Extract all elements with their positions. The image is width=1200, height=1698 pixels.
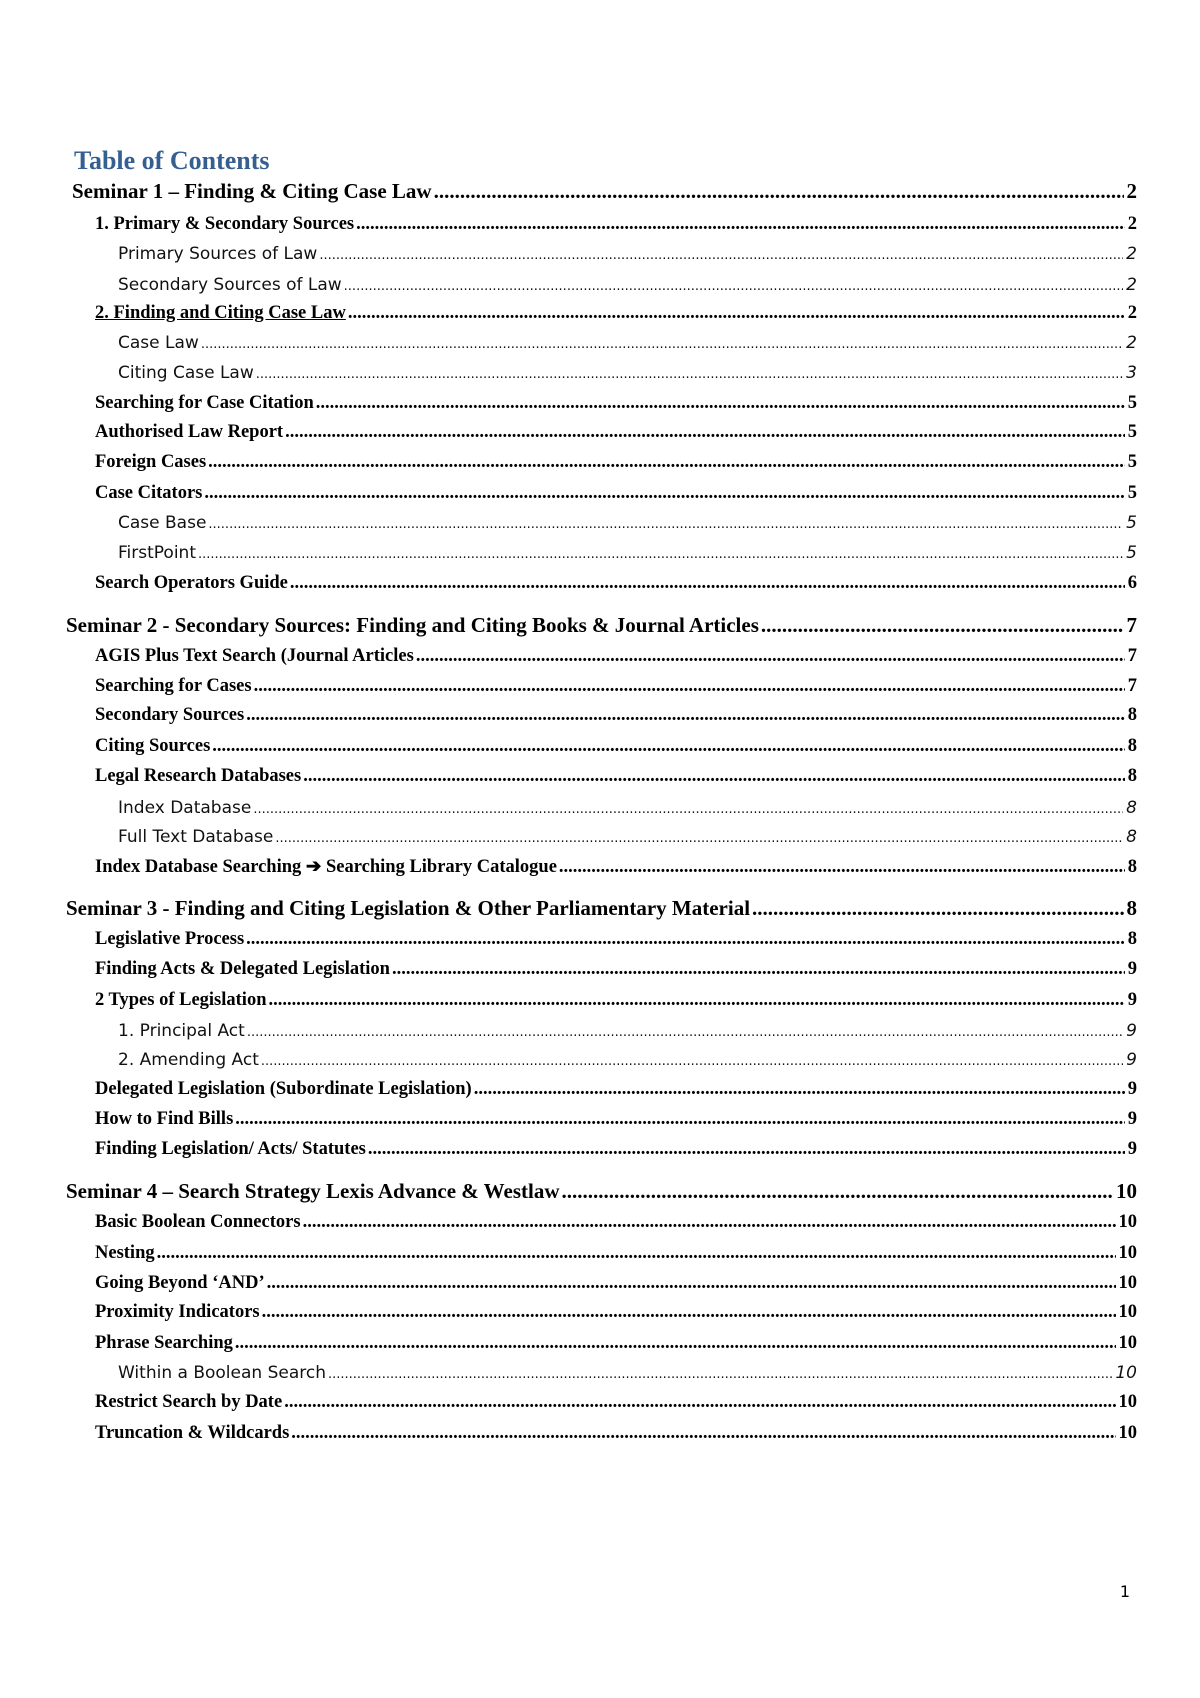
toc-entry-label: Index Database — [118, 798, 252, 818]
toc-entry-label: Secondary Sources of Law — [118, 275, 342, 295]
toc-entry[interactable] — [118, 275, 1137, 295]
toc-entry-label: Going Beyond ‘AND’ — [95, 1273, 265, 1293]
dot-leader — [344, 275, 1124, 295]
toc-entry[interactable] — [118, 1021, 1137, 1041]
dot-leader — [752, 896, 1123, 921]
dot-leader — [254, 676, 1125, 697]
dot-leader — [253, 798, 1123, 818]
toc-entry-page: 6 — [1127, 573, 1137, 593]
toc-entry[interactable] — [95, 766, 1137, 787]
dot-leader — [348, 303, 1125, 324]
toc-entry-page: 10 — [1118, 1392, 1137, 1412]
dot-leader — [356, 214, 1125, 235]
dot-leader — [275, 827, 1123, 847]
toc-entry[interactable] — [95, 1243, 1137, 1264]
toc-entry[interactable] — [66, 896, 1137, 921]
toc-entry[interactable] — [95, 959, 1137, 980]
toc-entry-label: Within a Boolean Search — [118, 1363, 326, 1383]
toc-entry[interactable] — [95, 1273, 1137, 1294]
dot-leader — [261, 1050, 1123, 1070]
toc-title: Table of Contents — [74, 146, 270, 175]
toc-entry-page: 10 — [1118, 1302, 1137, 1322]
toc-entry[interactable] — [118, 513, 1137, 533]
toc-entry-label: Citing Sources — [95, 736, 211, 756]
toc-entry-label: Citing Case Law — [118, 363, 254, 383]
dot-leader — [285, 422, 1125, 443]
toc-entry-label: 2. Amending Act — [118, 1050, 259, 1070]
toc-entry[interactable] — [95, 573, 1137, 594]
toc-entry[interactable] — [118, 827, 1137, 847]
toc-entry[interactable] — [95, 1392, 1137, 1413]
toc-entry[interactable] — [95, 705, 1137, 726]
dot-leader — [303, 1212, 1116, 1233]
dot-leader — [290, 573, 1125, 594]
toc-entry[interactable] — [66, 1179, 1137, 1204]
toc-entry[interactable] — [95, 393, 1137, 414]
toc-entry-label: 1. Primary & Secondary Sources — [95, 214, 355, 234]
dot-leader — [319, 244, 1123, 264]
toc-entry[interactable] — [95, 646, 1137, 667]
toc-entry[interactable] — [118, 543, 1137, 563]
dot-leader — [291, 1423, 1115, 1444]
toc-entry[interactable] — [95, 452, 1137, 473]
toc-entry-page: 5 — [1126, 513, 1137, 533]
toc-entry-label: Phrase Searching — [95, 1333, 233, 1353]
toc-entry[interactable] — [95, 856, 1137, 878]
toc-entry-page: 8 — [1127, 705, 1137, 725]
dot-leader — [208, 513, 1123, 533]
toc-entry-page: 10 — [1118, 1243, 1137, 1263]
toc-entry-page: 9 — [1127, 990, 1137, 1010]
toc-entry-label: Finding Acts & Delegated Legislation — [95, 959, 390, 979]
dot-leader — [328, 1363, 1112, 1383]
toc-entry-page: 9 — [1127, 959, 1137, 979]
dot-leader — [474, 1079, 1125, 1100]
toc-entry[interactable] — [95, 736, 1137, 757]
toc-entry[interactable] — [95, 483, 1137, 504]
toc-entry[interactable] — [118, 1050, 1137, 1070]
toc-entry-label: Finding Legislation/ Acts/ Statutes — [95, 1139, 366, 1159]
toc-entry[interactable] — [66, 613, 1137, 638]
toc-entry-label: Primary Sources of Law — [118, 244, 318, 264]
dot-leader — [559, 857, 1125, 878]
toc-entry-page: 5 — [1127, 452, 1137, 472]
toc-entry-label: Seminar 1 – Finding & Citing Case Law — [72, 179, 432, 203]
toc-entry-page: 2 — [1126, 244, 1137, 264]
toc-entry[interactable] — [95, 303, 1137, 324]
toc-entry-page: 5 — [1127, 422, 1137, 442]
toc-entry-label: Seminar 3 - Finding and Citing Legislation & Other Parliamentary Material — [66, 896, 751, 920]
toc-entry-page: 8 — [1127, 929, 1137, 949]
dot-leader — [212, 736, 1124, 757]
toc-entry-page: 9 — [1127, 1079, 1137, 1099]
dot-leader — [262, 1302, 1116, 1323]
toc-entry-page: 2 — [1126, 333, 1137, 353]
toc-entry[interactable] — [95, 676, 1137, 697]
toc-entry[interactable] — [95, 1302, 1137, 1323]
toc-entry-page: 8 — [1127, 766, 1137, 786]
toc-entry-label: Legislative Process — [95, 929, 245, 949]
dot-leader — [284, 1392, 1115, 1413]
toc-entry-page: 8 — [1126, 896, 1137, 920]
toc-entry-label: Case Citators — [95, 483, 203, 503]
toc-entry-page: 9 — [1127, 1139, 1137, 1159]
toc-entry-page: 8 — [1126, 798, 1137, 818]
toc-entry[interactable] — [95, 1109, 1137, 1130]
toc-entry[interactable] — [95, 1212, 1137, 1233]
toc-entry[interactable] — [95, 929, 1137, 950]
toc-entry-label: Delegated Legislation (Subordinate Legislation) — [95, 1079, 472, 1099]
toc-entry-label: Truncation & Wildcards — [95, 1423, 290, 1443]
toc-entry-label: Case Law — [118, 333, 199, 353]
dot-leader — [416, 646, 1125, 667]
toc-entry-page: 3 — [1126, 363, 1137, 383]
toc-entry-label: AGIS Plus Text Search (Journal Articles — [95, 646, 414, 666]
dot-leader — [434, 179, 1124, 204]
toc-entry[interactable] — [118, 244, 1137, 264]
toc-entry-label: Restrict Search by Date — [95, 1392, 283, 1412]
toc-entry-page: 10 — [1118, 1423, 1137, 1443]
toc-entry-page: 8 — [1127, 736, 1137, 756]
dot-leader — [247, 1021, 1123, 1041]
toc-entry[interactable] — [95, 1079, 1137, 1100]
toc-entry-page: 10 — [1118, 1273, 1137, 1293]
toc-entry[interactable] — [118, 1363, 1137, 1383]
dot-leader — [235, 1109, 1124, 1130]
toc-entry[interactable] — [118, 798, 1137, 818]
toc-entry-page: 2 — [1127, 303, 1137, 323]
toc-entry-page: 9 — [1126, 1050, 1137, 1070]
toc-entry-page: 5 — [1127, 483, 1137, 503]
toc-entry-label: How to Find Bills — [95, 1109, 234, 1129]
dot-leader — [269, 990, 1125, 1011]
toc-entry[interactable] — [95, 1333, 1137, 1354]
toc-entry[interactable] — [95, 214, 1137, 235]
dot-leader — [561, 1179, 1113, 1204]
toc-entry-page: 9 — [1127, 1109, 1137, 1129]
toc-entry-page: 8 — [1127, 857, 1137, 877]
dot-leader — [267, 1273, 1116, 1294]
toc-entry[interactable] — [95, 1139, 1137, 1160]
toc-entry-page: 2 — [1126, 275, 1137, 295]
dot-leader — [392, 959, 1125, 980]
toc-entry-page: 9 — [1126, 1021, 1137, 1041]
toc-entry[interactable] — [95, 990, 1137, 1011]
toc-entry-label: Legal Research Databases — [95, 766, 302, 786]
toc-entry-page: 8 — [1126, 827, 1137, 847]
toc-entry-page: 2 — [1127, 214, 1137, 234]
dot-leader — [303, 766, 1125, 787]
toc-entry[interactable] — [95, 422, 1137, 443]
dot-leader — [235, 1333, 1116, 1354]
toc-entry-label: 2 Types of Legislation — [95, 990, 267, 1010]
toc-entry-label: Authorised Law Report — [95, 422, 284, 442]
toc-entry-label: Searching for Cases — [95, 676, 252, 696]
dot-leader — [761, 613, 1124, 638]
toc-entry-label: Foreign Cases — [95, 452, 207, 472]
toc-entry-page: 5 — [1127, 393, 1137, 413]
dot-leader — [204, 483, 1124, 504]
toc-entry-label: Full Text Database — [118, 827, 274, 847]
toc-entry[interactable] — [118, 333, 1137, 353]
toc-entry-label: Basic Boolean Connectors — [95, 1212, 301, 1232]
toc-entry-label: Searching for Case Citation — [95, 393, 314, 413]
toc-entry-label: Search Operators Guide — [95, 573, 288, 593]
toc-entry-page: 7 — [1126, 613, 1137, 637]
dot-leader — [198, 543, 1123, 563]
toc-entry-label: Case Base — [118, 513, 207, 533]
toc-entry-label: 2. Finding and Citing Case Law — [95, 303, 346, 323]
dot-leader — [157, 1243, 1116, 1264]
dot-leader — [316, 393, 1125, 414]
page-number: 1 — [1119, 1582, 1130, 1601]
dot-leader — [208, 452, 1125, 473]
dot-leader — [368, 1139, 1125, 1160]
toc-entry-page: 7 — [1127, 676, 1137, 696]
toc-entry-label: Seminar 2 - Secondary Sources: Finding and Citing Books & Journal Articles — [66, 613, 759, 637]
toc-entry[interactable] — [72, 179, 1137, 204]
toc-entry-page: 10 — [1118, 1212, 1137, 1232]
dot-leader — [246, 929, 1125, 950]
toc-entry[interactable] — [118, 363, 1137, 383]
toc-entry-page: 2 — [1126, 179, 1137, 203]
toc-entry-page: 7 — [1127, 646, 1137, 666]
dot-leader — [246, 705, 1125, 726]
toc-entry-label: 1. Principal Act — [118, 1021, 245, 1041]
toc-entry-page: 5 — [1126, 543, 1137, 563]
dot-leader — [256, 363, 1123, 383]
toc-entry-page: 10 — [1115, 1363, 1137, 1383]
toc-entry-label: Seminar 4 – Search Strategy Lexis Advance & Westlaw — [66, 1179, 560, 1203]
toc-entry-label: Nesting — [95, 1243, 155, 1263]
toc-entry-label: Secondary Sources — [95, 705, 245, 725]
toc-entry-label: FirstPoint — [118, 543, 196, 563]
toc-entry-label: Index Database Searching ➔ Searching Library Catalogue — [95, 857, 557, 877]
dot-leader — [201, 333, 1123, 353]
toc-entry-page: 10 — [1118, 1333, 1137, 1353]
toc-entry-label: Proximity Indicators — [95, 1302, 260, 1322]
toc-entry[interactable] — [95, 1423, 1137, 1444]
toc-entry-page: 10 — [1116, 1179, 1137, 1203]
